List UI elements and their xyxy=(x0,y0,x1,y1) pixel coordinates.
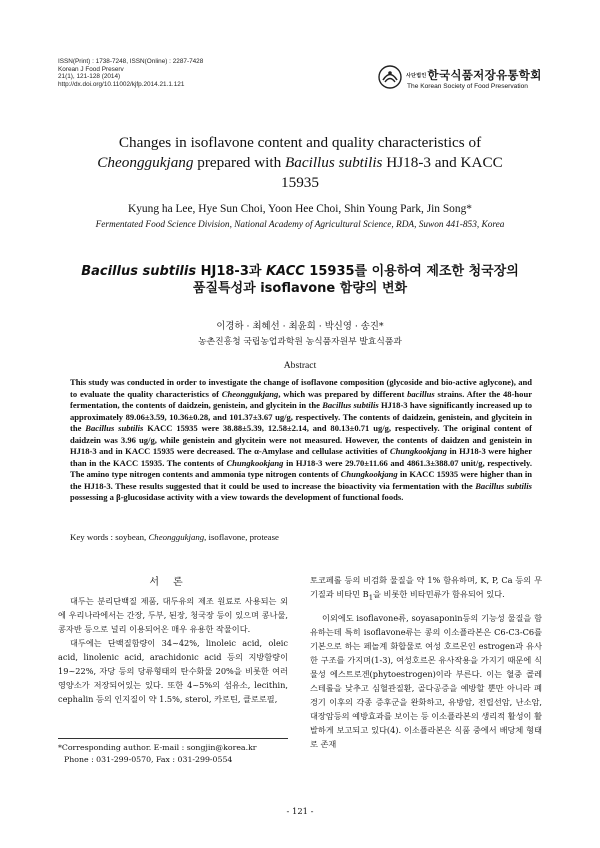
intro-text: 을 비롯한 비타민류가 함유되어 있다. xyxy=(373,589,505,599)
title-ko-italic-2: KACC xyxy=(265,264,305,279)
society-name-en: The Korean Society of Food Preservation xyxy=(407,83,528,90)
keywords-italic: Cheonggukjang xyxy=(148,532,205,542)
abstract-italic: Chungkookjang xyxy=(389,446,447,457)
title-ko-line2: 품질특성과 isoflavone 함량의 변화 xyxy=(192,281,408,296)
authors-en: Kyung ha Lee, Hye Sun Choi, Yoon Hee Choi, Shin Young Park, Jin Song* xyxy=(128,203,472,215)
intro-heading: 서론 xyxy=(149,577,197,588)
volume-pages: 21(1), 121-128 (2014) xyxy=(58,73,121,81)
abstract-heading: Abstract xyxy=(283,360,317,371)
abstract-seg: strains. After the 48-hour fermentation, the contents of daidzein, genistein, and glycitein in the xyxy=(70,388,532,411)
society-logo-icon xyxy=(378,65,402,89)
title-ko-end: 15935를 이용하여 제조한 청국장의 xyxy=(304,264,519,279)
title-en-line3: 15935 xyxy=(281,174,319,191)
title-ko-line1 xyxy=(60,263,540,280)
keywords xyxy=(70,532,532,542)
abstract-italic: Bacillus subtilis xyxy=(475,480,532,491)
intro-paragraph: 이외에도 isoflavone류, soyasaponin등의 기능성 물질을 함유하는데 특히 isoflavone류는 콩의 이소플라본은 C6-C3-C6를 기본으로 하는 페놀계 화합물로 여성 호르몬인 estrogen과 유사한 구조를 가지며(1-3), 여성호르몬 유사작용을 가지기 때문에 식물성 에스트로겐(phytoestrogen)이라 부른다. 이는 혈중 콜레스테롤을 낮추고 심혈관질환, 골다공증을 예방할 뿐만 아니라 폐경기 이후의 각종 증후군을 완화하고, 유방암, 전립선암, 난소암, 대장암등의 예방효과를 보이는 등 이소플라본의 생리적 활성이 활발하게 보고되고 있다(4). 이소플라본은 식품 중에서 배당체 형태로 존재 xyxy=(310,612,542,749)
abstract-italic: Bacillus subtilis xyxy=(85,423,144,434)
intro-paragraph: 대두는 분리단백질 제품, 대두유의 제조 원료로 사용되는 외에 우리나라에서는 간장, 두부, 된장, 청국장 등이 있으며 콩나물, 콩자반 등으로 널리 이용되어온 매우 유용한 작물이다. xyxy=(58,596,288,634)
doi-link[interactable]: http://dx.doi.org/10.11002/kjfp.2014.21.1.121 xyxy=(58,80,185,88)
corresponding-author-footnote xyxy=(58,742,298,766)
paper-title-ko xyxy=(60,263,540,297)
title-en-end: HJ18-3 and KACC xyxy=(382,154,503,171)
footnote-divider xyxy=(58,738,288,739)
title-en-mid: prepared with xyxy=(193,154,285,171)
journal-metadata xyxy=(58,58,203,88)
title-en-line2 xyxy=(60,153,540,173)
keywords-label: Key words xyxy=(70,532,109,542)
footnote-phone: Phone : 031-299-0570, Fax : 031-299-0554 xyxy=(64,755,233,764)
abstract-italic: Chungkookjang xyxy=(226,457,284,468)
intro-right-column xyxy=(310,573,542,751)
society-name-ko-text: 한국식품저장유통학회 xyxy=(427,68,542,82)
title-en-line1: Changes in isoflavone content and quality characteristics of xyxy=(118,134,482,151)
intro-left-column xyxy=(58,594,288,706)
title-ko-italic-1: Bacillus subtilis xyxy=(81,264,197,279)
abstract-seg: in KACC 15935 were higher than in the HJ18-3. These results suggested that it could be used to increase the bioactivity via fermentation with the xyxy=(70,469,533,491)
intro-text: 토코페롤 등의 비검화 물질을 약 1% 함유하며, K, P, Ca 등의 무기질과 비타민 B xyxy=(310,575,542,599)
abstract-seg: HJ18-3 have significantly increased up to approximately 89.06±3.59, 10.36±0.28, and 101.37±3.67 ug/g, respectively. The contents of daidzein, genistein, and glycitein in the xyxy=(70,400,532,434)
title-en-italic-2: Bacillus subtilis xyxy=(285,154,383,171)
intro-paragraph: 대두에는 단백질함량이 34~42%, linoleic acid, oleic acid, linolenic acid, arachidonic acid 등의 지방함량이 19~22%, 자당 등의 당류형태의 탄수화물 20%을 비롯한 여러 영양소가 저장되어있는 있다. 또한 4~5%의 섬유소, lecithin, cephalin 등의 인지질이 약 1.5%, sterol, 카로틴, 클로로필, xyxy=(58,638,288,704)
intro-paragraph xyxy=(310,573,542,605)
affiliation-en: Fermentated Food Science Division, National Academy of Agricultural Science, RDA, Suwon 441-853, Korea xyxy=(95,220,505,230)
abstract-italic: Chungkookjang xyxy=(340,469,398,480)
abstract-italic: Bacillus subtilis xyxy=(322,400,379,411)
abstract-seg: KACC 15935 were 38.88±5.39, 12.58±2.14, and 80.13±0.71 ug/g, respectively. The original content of daidzein was 3.96 ug/g, while genistein and glycitein were not measured. However, the contents of daidzen and genistein in HJ18-3 and in KACC 15935 were decreased. The α-Amylase and cellulase activities of xyxy=(70,423,532,457)
abstract-seg: in HJ18-3 were higher than in the KACC 15935. The contents of xyxy=(70,446,532,468)
society-name-ko xyxy=(406,67,542,83)
abstract-seg: in HJ18-3 were 29.70±11.66 and 4861.3±388.07 unit/g, respectively. The amino type nitrogen contents and ammonia type nitrogen contents of xyxy=(70,457,532,480)
intro-subscript: 1 xyxy=(368,593,374,602)
abstract-seg: This study was conducted in order to investigate the change of isoflavone composition (glycoside and bio-active aglycone), and to evaluate the quality characteristics of xyxy=(70,377,532,399)
title-ko-mid: HJ18-3과 xyxy=(196,264,266,279)
abstract-italic: Cheonggukjang xyxy=(221,388,279,399)
keywords-text: , isoflavone, protease xyxy=(204,532,279,542)
journal-abbrev: Korean J Food Preserv xyxy=(58,65,124,73)
society-prefix: 사단법인 xyxy=(406,73,427,79)
issn-line: ISSN(Print) : 1738-7248, ISSN(Online) : 2287-7428 xyxy=(58,58,204,65)
abstract-seg: , which was prepared by different xyxy=(278,388,408,399)
page-number: - 121 - xyxy=(286,806,314,816)
abstract-body xyxy=(70,377,532,504)
paper-title-en xyxy=(60,133,540,193)
abstract-seg: possessing a β-glucosidase activity with a view towards the development of functional foods. xyxy=(70,492,404,503)
society-header xyxy=(378,63,578,99)
abstract-italic: bacillus xyxy=(407,388,435,399)
keywords-text: : soybean, xyxy=(108,532,149,542)
title-en-italic-1: Cheonggukjang xyxy=(97,154,194,171)
affiliation-ko: 농촌진흥청 국립농업과학원 농식품자원부 발효식품과 xyxy=(198,337,402,347)
footnote-email: *Corresponding author. E-mail : songjin@korea.kr xyxy=(58,743,257,752)
authors-ko: 이경하 · 최혜선 · 최윤희 · 박신영 · 송진* xyxy=(216,321,384,332)
